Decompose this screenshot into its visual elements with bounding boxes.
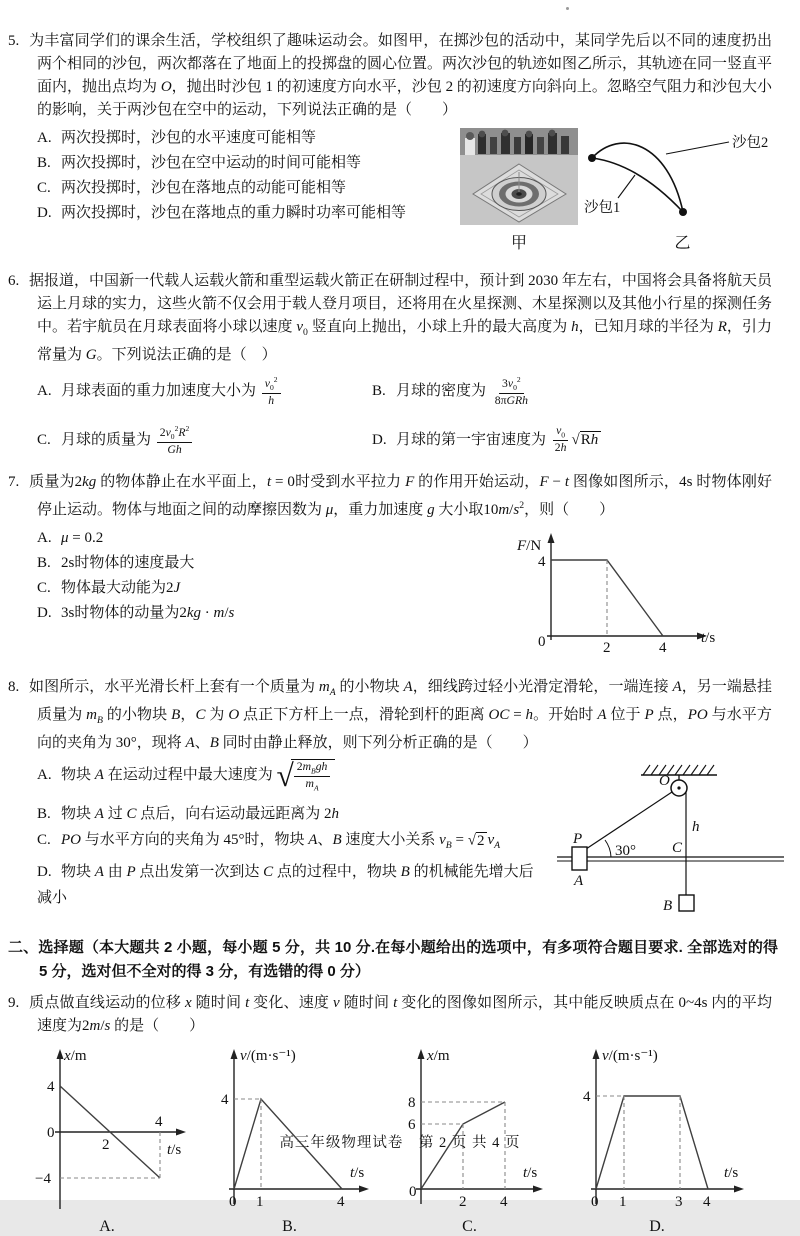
y-tick: 6 bbox=[408, 1116, 416, 1133]
y-tick: 8 bbox=[408, 1094, 416, 1111]
x-tick: 4 bbox=[155, 1113, 163, 1130]
option-text: 两次投掷时，沙包在空中运动的时间可能相等 bbox=[61, 155, 362, 171]
x-tick: 0 bbox=[591, 1193, 599, 1210]
question-9-text: 质点做直线运动的位移 x 随时间 t 变化、速度 v 随时间 t 变化的图像如图所示，其中能反映质点在 0~4s 内的平均速度为2m/s 的是（ ） bbox=[29, 994, 772, 1034]
question-8-figure bbox=[553, 761, 788, 918]
x-tick: 4 bbox=[337, 1193, 345, 1210]
x-tick: 0 bbox=[229, 1193, 237, 1210]
option-label: C. bbox=[37, 180, 51, 196]
option-text: μ = 0.2 bbox=[61, 529, 104, 546]
option-label: B. bbox=[37, 806, 51, 823]
angle-label: 30° bbox=[615, 842, 636, 859]
option-label: A. bbox=[37, 529, 52, 546]
x-t-graph-C bbox=[387, 1044, 552, 1216]
question-8-number: 8. bbox=[8, 678, 20, 695]
option-row bbox=[372, 375, 788, 408]
option-text: 3s时物体的动量为2kg · m/s bbox=[61, 604, 235, 621]
figure-jia-panel bbox=[458, 128, 580, 253]
question-9-stem bbox=[8, 992, 772, 1038]
x-tick: 4 bbox=[500, 1193, 508, 1210]
horizontal-rod bbox=[557, 857, 784, 861]
origin-tick: 0 bbox=[538, 633, 546, 650]
option-row bbox=[37, 526, 493, 551]
pulley-rod-diagram bbox=[553, 761, 788, 913]
option-text: 月球的密度为 $\frac{3v_0^2}{\text{8πGRh}}$ bbox=[396, 375, 528, 407]
option-text: 物块 A 过 C 点后，向右运动最远距离为 2h bbox=[61, 806, 339, 823]
question-7-text: 质量为2kg 的物体静止在水平面上，t = 0时受到水平拉力 F 的作用开始运动，F − t 图像如图所示，4s 时物体刚好停止运动。物体与地面之间的动摩擦因数为 μ，重力加速度 g 大小取$10m/s^2$，则（ ） bbox=[29, 473, 772, 518]
sandbag1-leader-line bbox=[618, 175, 635, 198]
x-axis-label: t/s bbox=[701, 629, 716, 646]
point-C-label: C bbox=[672, 839, 683, 856]
question-7-number: 7. bbox=[8, 473, 20, 490]
option-text: 月球表面的重力加速度大小为 $\frac{v_0^2}{h}$ bbox=[61, 383, 283, 399]
question-8-stem bbox=[8, 676, 772, 755]
option-text: 物块 A 由 P 点出发第一次到达 C 点的过程中，物块 B 的机械能先增大后减小 bbox=[37, 864, 534, 907]
graph-A-caption: A. bbox=[99, 1217, 115, 1235]
y-tick: 4 bbox=[538, 553, 546, 570]
option-row bbox=[37, 375, 372, 408]
v-t-graph-D bbox=[562, 1044, 752, 1216]
y-tick: −4 bbox=[35, 1170, 51, 1187]
question-5-number: 5. bbox=[8, 33, 20, 49]
block-B bbox=[679, 895, 694, 911]
page-footer: 高三年级物理试卷 第 2 页 共 4 页 bbox=[279, 1135, 521, 1151]
question-5-figure bbox=[458, 128, 788, 253]
option-label: A. bbox=[37, 130, 52, 146]
figure-yi-panel bbox=[580, 128, 785, 253]
option-label: D. bbox=[37, 864, 52, 881]
option-label: B. bbox=[37, 554, 51, 571]
question-6-options bbox=[37, 375, 788, 458]
option-label: B. bbox=[372, 383, 386, 400]
option-text: 物体最大动能为2J bbox=[61, 579, 181, 596]
pulley-axle-dot bbox=[677, 786, 680, 789]
graph-B-caption: B. bbox=[282, 1217, 297, 1235]
x-tick: 2 bbox=[459, 1193, 467, 1210]
question-5-text: 为丰富同学们的课余生活，学校组织了趣味运动会。如图甲，在掷沙包的活动中，某同学先后以不同的速度扔出两个相同的沙包，两次都落在了地面上的投掷盘的圆心位置。两次沙包的轨迹如图乙所示，其轨迹在同一竖直平面内，抛出点均为 O，抛出时沙包 1 的初速度方向水平，沙包 2 的初速度方向斜向上。忽略空气阻力和沙包大小的影响，关于两沙包在空中的运动，下列说法正确的是（ ） bbox=[29, 33, 773, 118]
distance-h-label: h bbox=[692, 818, 700, 835]
block-B-label: B bbox=[663, 897, 673, 914]
option-row bbox=[37, 176, 448, 201]
question-6 bbox=[8, 270, 788, 458]
launch-point-dot bbox=[588, 154, 596, 162]
question-8 bbox=[8, 676, 788, 922]
x-axis-label: t/s bbox=[724, 1164, 739, 1181]
option-row bbox=[37, 126, 448, 151]
option-row bbox=[37, 601, 493, 626]
sandbag2-label: 沙包2 bbox=[732, 135, 769, 151]
option-label: D. bbox=[37, 205, 52, 221]
y-tick: 4 bbox=[47, 1078, 55, 1095]
question-9-number: 9. bbox=[8, 994, 20, 1011]
y-axis-label: v/(m·s⁻¹) bbox=[602, 1047, 658, 1064]
option-text: 月球的第一宇宙速度为 $\frac{v_0}{2h}$ √Rh bbox=[396, 432, 601, 448]
option-row bbox=[372, 424, 788, 457]
x-tick: 2 bbox=[603, 639, 611, 656]
question-6-number: 6. bbox=[8, 273, 20, 289]
question-7 bbox=[8, 471, 788, 663]
x-tick: 4 bbox=[703, 1193, 711, 1210]
graph-axes bbox=[591, 1049, 744, 1204]
x-tick: 2 bbox=[102, 1136, 110, 1153]
point-O-label: O bbox=[659, 772, 670, 789]
option-label: C. bbox=[37, 432, 51, 449]
y-axis-label: x/m bbox=[64, 1047, 87, 1064]
y-axis-label: v/(m·s⁻¹) bbox=[240, 1047, 296, 1064]
question-8-text: 如图所示，水平光滑长杆上套有一个质量为 $m_A$ 的小物块 A，细线跨过轻小光滑定滑轮，一端连接 A，另一端悬挂质量为 $m_B$ 的小物块 B，C 为 O 点正下方杆上一点，滑轮到杆的距离 OC = h。开始时 A 位于 P 点，PO 与水平方向的夹角为 30°，现将 A、B 同时由静止释放，则下列分析正确的是（ ） bbox=[29, 678, 772, 751]
option-row bbox=[37, 576, 493, 601]
section-2-heading: 二、选择题（本大题共 2 小题，每小题 5 分，共 10 分.在每小题给出的选项中，有多项符合题目要求. 全部选对的得 5 分，选对但不全对的得 3 分，有选错的得 0 分） bbox=[8, 938, 778, 980]
option-row bbox=[37, 859, 543, 911]
option-text: PO 与水平方向的夹角为 45°时，物块 A、B 速度大小关系 $v_B = √2$ $v_A$ bbox=[61, 832, 501, 852]
option-text: 两次投掷时，沙包的水平速度可能相等 bbox=[61, 130, 317, 146]
x-tick: 4 bbox=[659, 639, 667, 656]
option-label: D. bbox=[37, 604, 52, 621]
figure-jia-caption: 甲 bbox=[510, 235, 527, 252]
question-9 bbox=[8, 992, 788, 1236]
block-A-label: A bbox=[574, 872, 584, 889]
point-P-label: P bbox=[573, 830, 583, 847]
v-t-graph-B bbox=[202, 1044, 377, 1216]
force-time-graph bbox=[503, 528, 718, 654]
option-label: C. bbox=[37, 579, 51, 596]
question-5-stem bbox=[8, 30, 772, 122]
figure-yi-caption: 乙 bbox=[674, 235, 691, 252]
graph-axes bbox=[229, 1049, 369, 1204]
option-row bbox=[37, 551, 493, 576]
option-label: A. bbox=[37, 383, 52, 400]
option-text: 月球的质量为 $\frac{2v_0^2R^2}{Gh}$ bbox=[61, 432, 194, 448]
question-6-text: 据报道，中国新一代载人运载火箭和重型运载火箭正在研制过程中，预计到 2030 年左右，中国将会具备将航天员运上月球的实力，这些火箭不仅会用于载人登月项目，还将用在火星探测、木星探测以及其他小行星的探测任务中。若宇航员在月球表面将小球以速度 $v_0$ 竖直向上抛出，小球上升的最大高度为 h，已知月球的半径为 R，引力常量为 G。下列说法正确的是（ ） bbox=[29, 273, 773, 363]
y-axis-label: F/N bbox=[517, 537, 542, 554]
option-row bbox=[37, 759, 543, 793]
question-6-stem bbox=[8, 270, 772, 367]
x-tick: 3 bbox=[675, 1193, 683, 1210]
x-axis-label: t/s bbox=[523, 1164, 538, 1181]
block-A bbox=[572, 847, 587, 870]
y-tick: 0 bbox=[47, 1124, 55, 1141]
option-label: D. bbox=[372, 431, 387, 448]
option-row bbox=[37, 424, 372, 457]
y-tick: 4 bbox=[583, 1088, 591, 1105]
x-tick: 1 bbox=[619, 1193, 627, 1210]
option-row bbox=[37, 151, 448, 176]
option-text: 2s时物体的速度最大 bbox=[61, 554, 195, 571]
option-text: 两次投掷时，沙包在落地点的动能可能相等 bbox=[61, 180, 347, 196]
y-tick: 4 bbox=[221, 1091, 229, 1108]
graph-axes bbox=[55, 1049, 186, 1209]
option-label: A. bbox=[37, 766, 52, 783]
option-row bbox=[37, 827, 543, 859]
question-5-figure-panels bbox=[458, 128, 788, 253]
origin-tick: 0 bbox=[409, 1183, 417, 1200]
question-7-figure bbox=[503, 528, 718, 659]
x-axis-label: t/s bbox=[167, 1141, 182, 1158]
question-7-stem bbox=[8, 471, 772, 522]
print-speck bbox=[566, 7, 569, 10]
x-axis-label: t/s bbox=[350, 1164, 365, 1181]
x-t-graph-A bbox=[22, 1044, 192, 1216]
sandbag2-leader-line bbox=[666, 142, 729, 154]
option-row bbox=[37, 801, 543, 827]
graph-D-caption: D. bbox=[649, 1217, 665, 1235]
option-row bbox=[37, 201, 448, 226]
sandbag1-label: 沙包1 bbox=[584, 200, 621, 216]
graph-C-caption: C. bbox=[462, 1217, 477, 1235]
question-5 bbox=[8, 30, 788, 257]
sandbag-trajectories-diagram bbox=[580, 128, 785, 225]
option-label: C. bbox=[37, 832, 51, 849]
landing-point-dot bbox=[679, 208, 687, 216]
option-text: 物块 A 在运动过程中最大速度为 √ $\frac{2m_Bgh}{m_A}$ bbox=[61, 767, 335, 783]
y-axis-label: x/m bbox=[427, 1047, 450, 1064]
angle-arc bbox=[605, 840, 611, 857]
ceiling-hatching bbox=[641, 765, 717, 775]
x-tick: 1 bbox=[256, 1193, 264, 1210]
option-text: 两次投掷时，沙包在落地点的重力瞬时功率可能相等 bbox=[61, 205, 407, 221]
sandbag-game-photo bbox=[460, 128, 578, 225]
option-label: B. bbox=[37, 155, 51, 171]
